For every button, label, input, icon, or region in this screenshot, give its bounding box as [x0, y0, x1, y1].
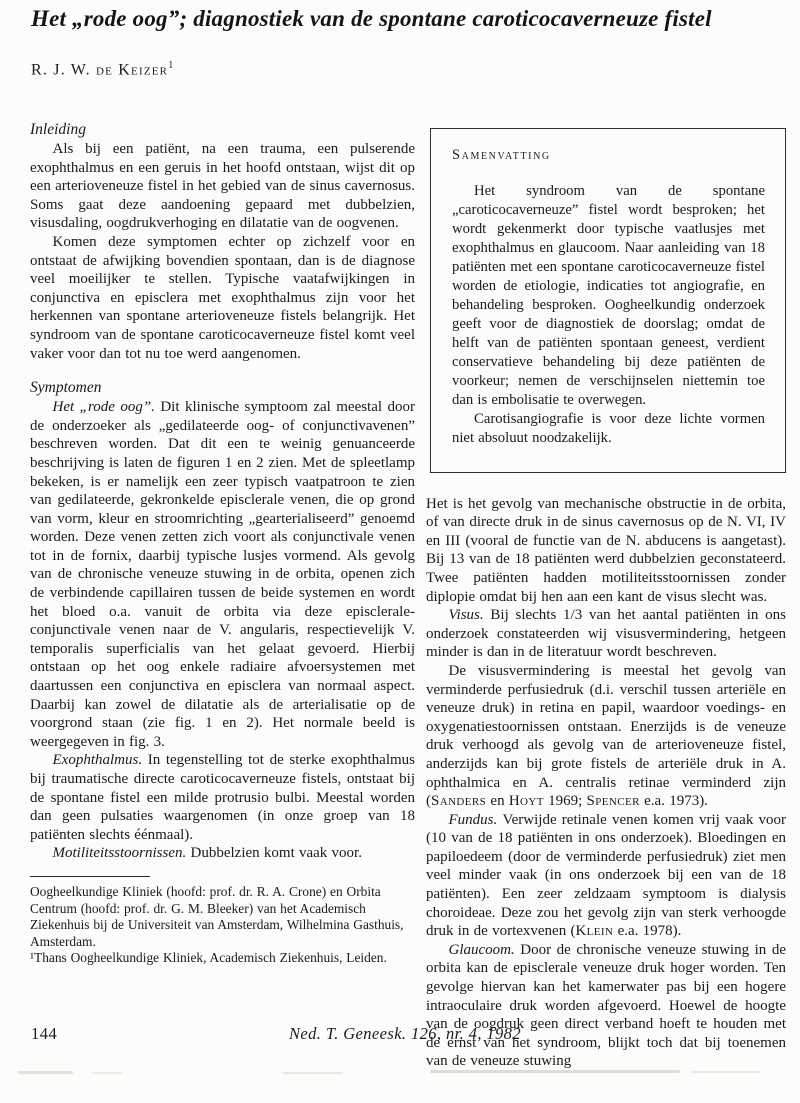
author-byline — [31, 60, 174, 79]
paragraph — [452, 410, 765, 448]
left-column-text — [30, 120, 415, 863]
paragraph — [452, 182, 765, 410]
paragraph — [30, 140, 415, 233]
left-column — [30, 120, 415, 1071]
paragraph-text: Dit klinische symptoom zal meestal door de onderzoeker als „gedilateerde oog- of conjunctivavenen” beschreven worden. Dat dit een te weinig genuanceerde beschrijving is laten de figuren 1 en 2 zien. Met de spleetlamp bekeken, is er namelijk een zeer typisch vaatpatroon te zien van gedilateerde, gekronkelde episclerale venen, die op grond van vorm, kleur en stroomrichting „gearterialiseerd” genoemd worden. Deze venen zetten zich voort als conjunctivale venen tot in de fornix, daarbij typische lusjes vormend. Als gevolg van de chronische veneuze stuwing in de orbita, openen zich de verbindende capillairen tussen de beide systemen en wordt het bloed o.a. vanuit de orbita via deze episclerale-conjunctivale venen naar de V. angularis, respectievelijk V. temporalis superficialis van het gelaat gevoerd. Hierbij ontstaan op het oog enkele radiaire afvoersystemen met daartussen een conjunctiva en episclera van normaal aspect. Daarbij kan zowel de dilatatie als de arterialisatie op de voorgrond staan (zie fig. 1 en 2). Het normale beeld is weergegeven in fig. 3. — [30, 399, 415, 750]
scan-artifact — [283, 1072, 343, 1074]
section-heading: Inleiding — [30, 121, 86, 138]
paragraph-text: Bij slechts 1/3 van het aantal patiënten in ons onderzoek constateerden wij visusvermindering, hetgeen minder is dan in de literatuur wordt beschreven. — [426, 607, 786, 661]
paragraph — [426, 662, 786, 811]
paragraph-text: Door de chronische veneuze stuwing in de orbita kan de episclerale veneuze druk hoger worden. Ten gevolge hiervan kan het kamerwater pas bij een hogere intraoculaire druk worden afgevoerd. Hoewel de hoogte van de oogdruk geen direct verband hoeft te houden met de ernst van het syndroom, blijkt toch dat bij toenemen van de veneuze stuwing — [426, 941, 786, 1070]
summary-box — [430, 128, 786, 473]
footnote-text — [30, 884, 415, 967]
summary-text — [452, 182, 765, 448]
paragraph — [30, 884, 415, 950]
paragraph — [30, 751, 415, 844]
paragraph-text: Dubbelzien komt vaak voor. — [190, 845, 362, 862]
paragraph-text: e.a. 1973). — [639, 793, 708, 810]
right-column — [426, 120, 786, 1071]
paragraph-text: Carotisangiografie is voor deze lichte vormen niet absoluut noodzakelijk. — [452, 410, 765, 446]
author-footnote-marker: 1 — [168, 60, 175, 71]
paragraph — [30, 844, 415, 863]
paragraph-text: 1969; — [543, 793, 587, 810]
paragraph-text: Oogheelkundige Kliniek (hoofd: prof. dr. R. A. Crone) en Orbita Centrum (hoofd: prof. dr. G. M. Bleeker) van het Academisch Ziekenhuis bij de Universiteit van Amsterdam, Wilhelmina Gasthuis, Amsterdam. — [30, 883, 404, 949]
scan-artifact — [92, 1072, 122, 1074]
article-columns — [30, 120, 786, 1071]
section-heading: Symptomen — [30, 379, 102, 397]
paragraph-lead: Het „rode oog”. — [52, 399, 161, 416]
author-name: R. J. W. de Keizer — [31, 61, 169, 79]
scan-artifact — [18, 1071, 73, 1074]
paragraph — [30, 398, 415, 751]
scan-artifact — [690, 1071, 760, 1073]
paragraph-lead: Spencer — [586, 793, 640, 810]
paragraph-text: Het is het gevolg van mechanische obstructie in de orbita, of van directe druk in de sinus cavernosus op de N. VI, IV en III (vooral de functie van de N. abducens is aangetast). Bij 13 van de 18 patiënten werd dubbelzien geconstateerd. Twee patiënten hadden motiliteitsstoornissen zonder diplopie omdat bij hen aan een kant de visus slecht was. — [426, 495, 786, 605]
paragraph-lead: Motiliteitsstoornissen. — [52, 845, 191, 862]
footnote — [30, 876, 415, 967]
paragraph-text: In tegenstelling tot de sterke exophthalmus bij traumatische directe caroticocaverneuze fistels, ontstaat bij de spontane fistel een milde protrusio bulbi. Meestal worden dan geen pulsaties waargenomen (in onze groep van 18 patiënten slechts éénmaal). — [30, 752, 416, 843]
paragraph-text: Komen deze symptomen echter op zichzelf voor en ontstaat de afwijking bovendien spontaan, dan is de diagnose veel moeilijker te stellen. Typische vaatafwijkingen in conjunctiva en episclera met exophthalmus zijn voor het herkennen van spontane arterioveneuze fistels belangrijk. Het syndroom van de spontane caroticocaverneuze fistel komt veel vaker voor dan tot nu toe werd aangenomen. — [30, 233, 415, 362]
paragraph-lead: Sanders — [431, 793, 487, 810]
summary-heading: Samenvatting — [452, 147, 551, 163]
paragraph-text: Het syndroom van de spontane „caroticocaverneuze” fistel wordt besproken; het wordt gekenmerkt door typische vaatlusjes met exophthalmus en glaucoom. Naar aanleiding van 18 patiënten met een spontane caroticocaverneuze fistel worden de etiologie, indicaties tot angiografie, en behandeling besproken. Oogheelkundig onderzoek geeft voor de diagnostiek de doorslag; omdat de helft van de patiënten spontaan geneest, verdient conservatieve behandeling bij deze patiënten de voorkeur; nemen de verschijnselen niettemin toe dan is embolisatie te overwegen. — [452, 182, 765, 408]
scan-artifact — [430, 1070, 680, 1073]
paragraph-text: en — [486, 793, 509, 810]
paragraph — [30, 233, 415, 363]
paragraph — [426, 941, 786, 1071]
paragraph-text: Verwijde retinale venen komen vrij vaak voor (10 van de 18 patiënten in ons onderzoek). Bloedingen en papiloedeem (door de verminderde perfusiedruk) ziet men veel minder vaak (in ons onderzoek bij een van de 18 patiënten). Een zeer zeldzaam symptoom is dialysis choroideae. Deze zou het gevolg zijn van sterk verhoogde druk in de vortexvenen ( — [426, 811, 787, 940]
paragraph-lead: Exophthalmus. — [52, 752, 148, 769]
footnote-rule — [30, 876, 150, 877]
paragraph-lead: Klein — [575, 923, 614, 940]
page-footer — [0, 1024, 800, 1048]
paragraph-text: e.a. 1978). — [613, 923, 682, 940]
paragraph-lead: Fundus. — [448, 811, 503, 828]
journal-reference: Ned. T. Geneesk. 126, nr. 4, 1982 — [289, 1024, 521, 1043]
paragraph — [426, 606, 786, 662]
paragraph — [426, 811, 786, 941]
paragraph-text: ¹Thans Oogheelkundige Kliniek, Academisch Ziekenhuis, Leiden. — [30, 950, 387, 966]
paragraph — [30, 950, 415, 967]
paragraph — [426, 495, 786, 607]
article-title: Het „rode oog”; diagnostiek van de spontane caroticocaverneuze fistel — [31, 6, 712, 31]
paragraph-text: Als bij een patiënt, na een trauma, een pulserende exophthalmus en een geruis in het hoofd ontstaan, wijst dit op een arterioveneuze fistel in het gebied van de sinus cavernosus. Soms gaat deze aandoening gepaard met dubbelzien, visusdaling, oogdrukverhoging en dilatatie van de oogvenen. — [30, 141, 415, 232]
paragraph-lead: Visus. — [448, 607, 491, 624]
right-column-text — [426, 495, 786, 1071]
paragraph-lead: Hoyt — [508, 793, 544, 810]
paragraph-text: De visusvermindering is meestal het gevolg van verminderde perfusiedruk (d.i. verschil tussen arteriële en veneuze druk) in retina en papil, waardoor voedings- en oxygenatiestoornissen ontstaan. Enerzijds is de veneuze druk verhoogd als gevolg van de arterioveneuze fistel, anderzijds kan bij grote fistels de arteriële druk in A. ophthalmica en A. centralis retinae verminderd zijn ( — [426, 662, 786, 810]
paragraph-lead: Glaucoom. — [448, 941, 521, 958]
page-number: 144 — [31, 1024, 58, 1043]
